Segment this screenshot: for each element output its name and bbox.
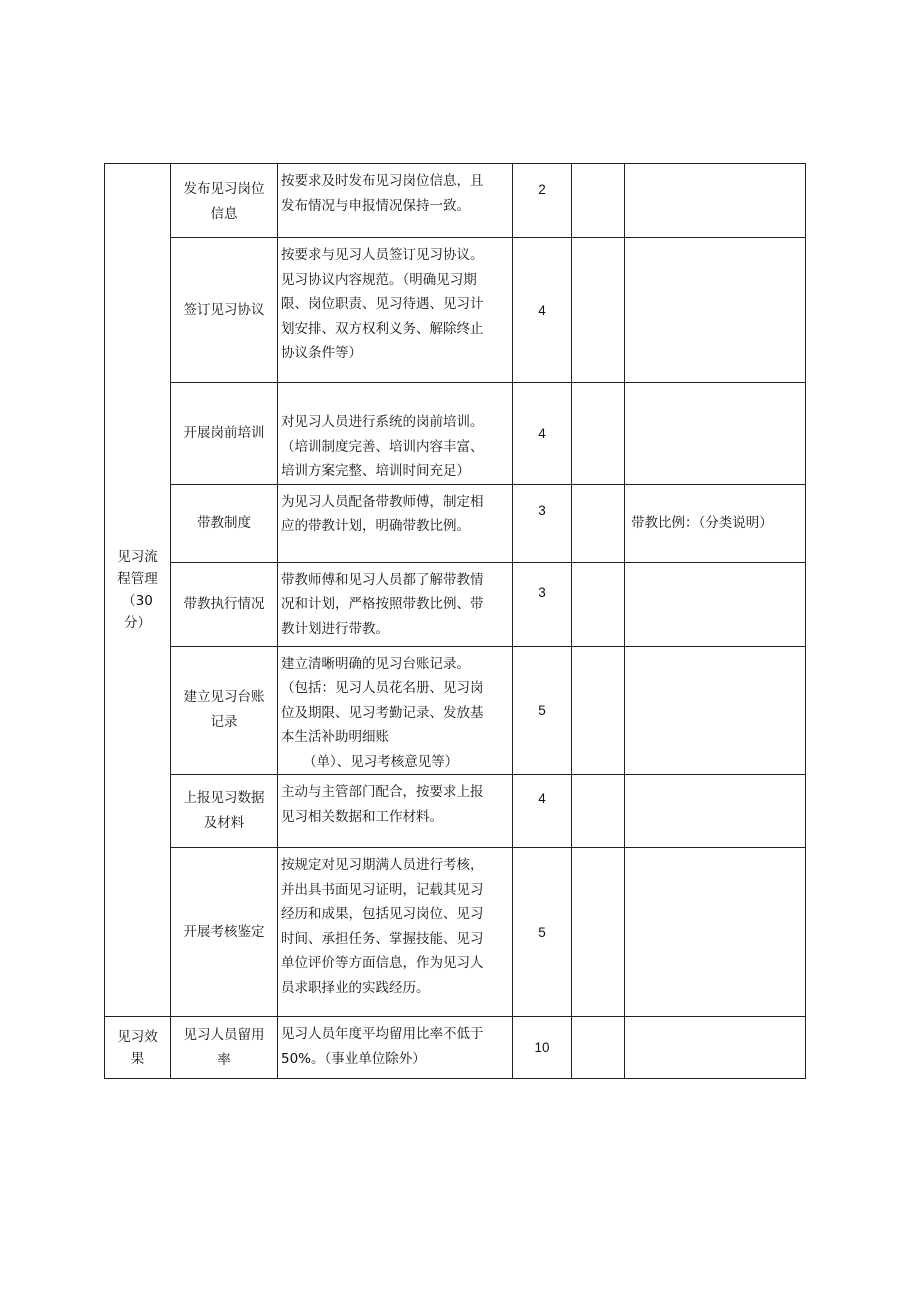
category-cell-process: 见习流 程管理 （30 分） xyxy=(105,164,171,1017)
score-cell: 10 xyxy=(513,1017,572,1079)
standard-cell: 带教师傅和见习人员都了解带教情 况和计划，严格按照带教比例、带 教计划进行带教。 xyxy=(278,562,513,646)
blank-cell xyxy=(572,238,625,383)
item-cell: 开展考核鉴定 xyxy=(171,848,278,1017)
table-row xyxy=(105,848,806,1017)
evaluation-table xyxy=(104,163,806,1079)
score-cell: 3 xyxy=(513,562,572,646)
note-cell xyxy=(625,238,806,383)
standard-cell: 按要求与见习人员签订见习协议。 见习协议内容规范。（明确见习期 限、岗位职责、见习待遇、见习计 划安排、双方权利义务、解除终止 协议条件等） xyxy=(278,238,513,383)
score-cell: 5 xyxy=(513,646,572,775)
item-cell: 见习人员留用 率 xyxy=(171,1017,278,1079)
note-cell xyxy=(625,775,806,848)
note-cell xyxy=(625,848,806,1017)
blank-cell xyxy=(572,484,625,562)
score-cell: 2 xyxy=(513,164,572,238)
item-cell: 发布见习岗位 信息 xyxy=(171,164,278,238)
table-row xyxy=(105,775,806,848)
table-row xyxy=(105,646,806,775)
blank-cell xyxy=(572,1017,625,1079)
item-cell: 建立见习台账 记录 xyxy=(171,646,278,775)
score-cell: 3 xyxy=(513,484,572,562)
standard-cell: 主动与主管部门配合，按要求上报 见习相关数据和工作材料。 xyxy=(278,775,513,848)
note-cell xyxy=(625,164,806,238)
table-row xyxy=(105,484,806,562)
note-cell: 带教比例：（分类说明） xyxy=(625,484,806,562)
standard-cell: 对见习人员进行系统的岗前培训。 （培训制度完善、培训内容丰富、 培训方案完整、培训时间充足） xyxy=(278,383,513,485)
table-row xyxy=(105,238,806,383)
table-row xyxy=(105,562,806,646)
table-row xyxy=(105,164,806,238)
item-cell: 上报见习数据 及材料 xyxy=(171,775,278,848)
item-cell: 开展岗前培训 xyxy=(171,383,278,485)
note-cell xyxy=(625,1017,806,1079)
table-row xyxy=(105,1017,806,1079)
note-cell xyxy=(625,562,806,646)
blank-cell xyxy=(572,383,625,485)
note-cell xyxy=(625,383,806,485)
category-cell-effect: 见习效 果 xyxy=(105,1017,171,1079)
blank-cell xyxy=(572,775,625,848)
blank-cell xyxy=(572,848,625,1017)
table-row xyxy=(105,383,806,485)
standard-cell: 为见习人员配备带教师傅，制定相 应的带教计划，明确带教比例。 xyxy=(278,484,513,562)
blank-cell xyxy=(572,562,625,646)
blank-cell xyxy=(572,164,625,238)
item-cell: 带教执行情况 xyxy=(171,562,278,646)
blank-cell xyxy=(572,646,625,775)
item-cell: 签订见习协议 xyxy=(171,238,278,383)
item-cell: 带教制度 xyxy=(171,484,278,562)
note-cell xyxy=(625,646,806,775)
standard-cell: 建立清晰明确的见习台账记录。 （包括：见习人员花名册、见习岗 位及期限、见习考勤记录、发放基 本生活补助明细账 （单）、见习考核意见等） xyxy=(278,646,513,775)
standard-cell: 按要求及时发布见习岗位信息，且 发布情况与申报情况保持一致。 xyxy=(278,164,513,238)
score-cell: 4 xyxy=(513,775,572,848)
standard-cell: 见习人员年度平均留用比率不低于 50%。（事业单位除外） xyxy=(278,1017,513,1079)
score-cell: 5 xyxy=(513,848,572,1017)
score-cell: 4 xyxy=(513,383,572,485)
standard-cell: 按规定对见习期满人员进行考核， 并出具书面见习证明，记载其见习 经历和成果，包括见习岗位、见习 时间、承担任务、掌握技能、见习 单位评价等方面信息，作为见习人 员求职择业的实践经历。 xyxy=(278,848,513,1017)
score-cell: 4 xyxy=(513,238,572,383)
